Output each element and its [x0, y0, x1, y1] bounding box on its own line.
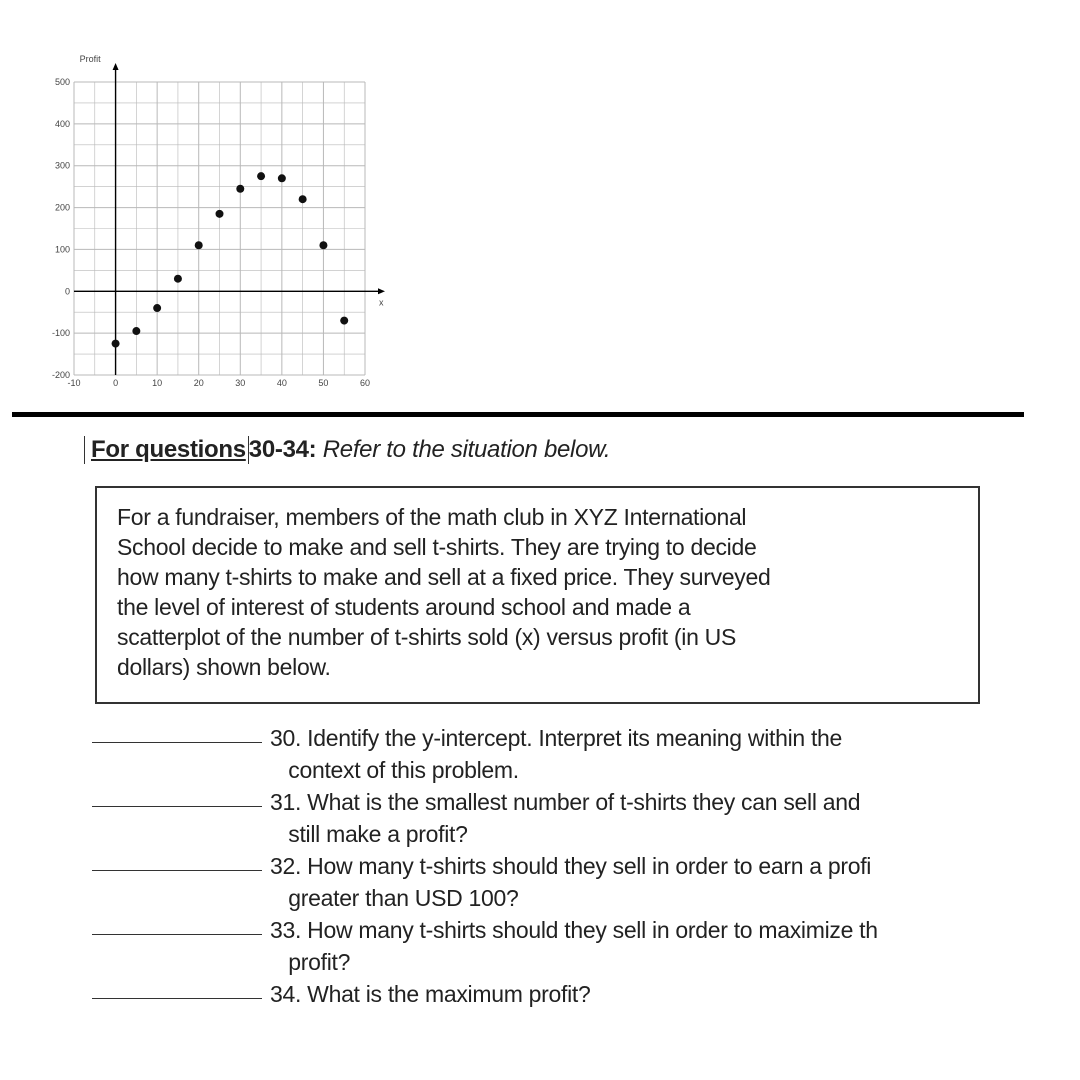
x-tick-label: 0 — [113, 378, 119, 388]
chart-grid — [74, 82, 365, 375]
question-34 — [92, 978, 1080, 1048]
situation-line: School decide to make and sell t-shirts. They are trying to decide — [117, 534, 757, 560]
y-tick-label: 300 — [54, 160, 70, 171]
question-32 — [92, 850, 1080, 920]
data-point — [278, 174, 286, 182]
question-31 — [92, 786, 1080, 856]
chart-axes — [74, 63, 385, 375]
question-line: 31. What is the smallest number of t-shirts they can sell and — [270, 789, 861, 815]
question-31-text — [270, 786, 1080, 850]
heading-range: 30-34: — [248, 436, 317, 463]
question-line: context of this problem. — [270, 757, 519, 783]
data-point — [216, 210, 224, 218]
question-line: 34. What is the maximum profit? — [270, 981, 591, 1007]
answer-blank-33[interactable] — [92, 934, 262, 935]
answer-blank-30[interactable] — [92, 742, 262, 743]
x-tick-label: 50 — [318, 378, 329, 388]
situation-line: dollars) shown below. — [117, 654, 331, 680]
answer-blank-34[interactable] — [92, 998, 262, 999]
data-point — [112, 340, 120, 348]
situation-line: For a fundraiser, members of the math club in XYZ International — [117, 504, 747, 530]
answer-blank-32[interactable] — [92, 870, 262, 871]
question-line: 33. How many t-shirts should they sell in order to maximize th — [270, 917, 878, 943]
x-tick-label: -10 — [67, 378, 81, 388]
situation-box — [95, 486, 980, 704]
data-point — [299, 195, 307, 203]
question-line: 30. Identify the y-intercept. Interpret its meaning within the — [270, 725, 843, 751]
question-34-text — [270, 978, 1080, 1010]
heading-instruction: Refer to the situation below. — [322, 436, 611, 463]
heading-boxed-label: For questions — [84, 436, 249, 464]
y-tick-label: 500 — [54, 77, 70, 87]
question-33 — [92, 914, 1080, 984]
y-axis-label: Profit — [79, 54, 101, 64]
section-divider — [12, 412, 1024, 417]
x-tick-label: 60 — [359, 378, 371, 388]
y-tick-label: -100 — [51, 328, 70, 339]
x-axis-label: x — [379, 297, 384, 308]
chart-points — [112, 172, 349, 347]
x-axis-arrow — [378, 288, 385, 294]
situation-line: the level of interest of students around school and made a — [117, 594, 691, 620]
question-32-text — [270, 850, 1080, 914]
x-tick-label: 20 — [193, 378, 204, 388]
y-tick-label: 0 — [64, 286, 70, 297]
data-point — [132, 327, 140, 335]
data-point — [319, 241, 327, 249]
data-point — [153, 304, 161, 312]
question-30-text — [270, 722, 1080, 786]
y-tick-label: 200 — [54, 202, 70, 213]
questions-heading — [84, 436, 610, 464]
data-point — [257, 172, 265, 180]
data-point — [236, 185, 244, 193]
question-line: greater than USD 100? — [270, 885, 519, 911]
question-33-text — [270, 914, 1080, 978]
y-tick-label: 100 — [54, 244, 70, 255]
answer-blank-31[interactable] — [92, 806, 262, 807]
x-tick-label: 40 — [276, 378, 287, 388]
question-30 — [92, 722, 1080, 792]
situation-line: how many t-shirts to make and sell at a fixed price. They surveyed — [117, 564, 771, 590]
data-point — [195, 241, 203, 249]
situation-line: scatterplot of the number of t-shirts sold (x) versus profit (in US — [117, 624, 737, 650]
x-tick-label: 10 — [152, 378, 163, 388]
question-line: profit? — [270, 949, 351, 975]
data-point — [340, 317, 348, 325]
y-axis-arrow — [113, 63, 119, 70]
question-line: 32. How many t-shirts should they sell in order to earn a profi — [270, 853, 872, 879]
x-tick-label: 30 — [235, 378, 246, 388]
profit-scatterplot — [0, 0, 400, 400]
y-tick-label: 400 — [54, 118, 70, 129]
y-tick-label: -200 — [51, 370, 70, 380]
data-point — [174, 275, 182, 283]
question-line: still make a profit? — [270, 821, 468, 847]
